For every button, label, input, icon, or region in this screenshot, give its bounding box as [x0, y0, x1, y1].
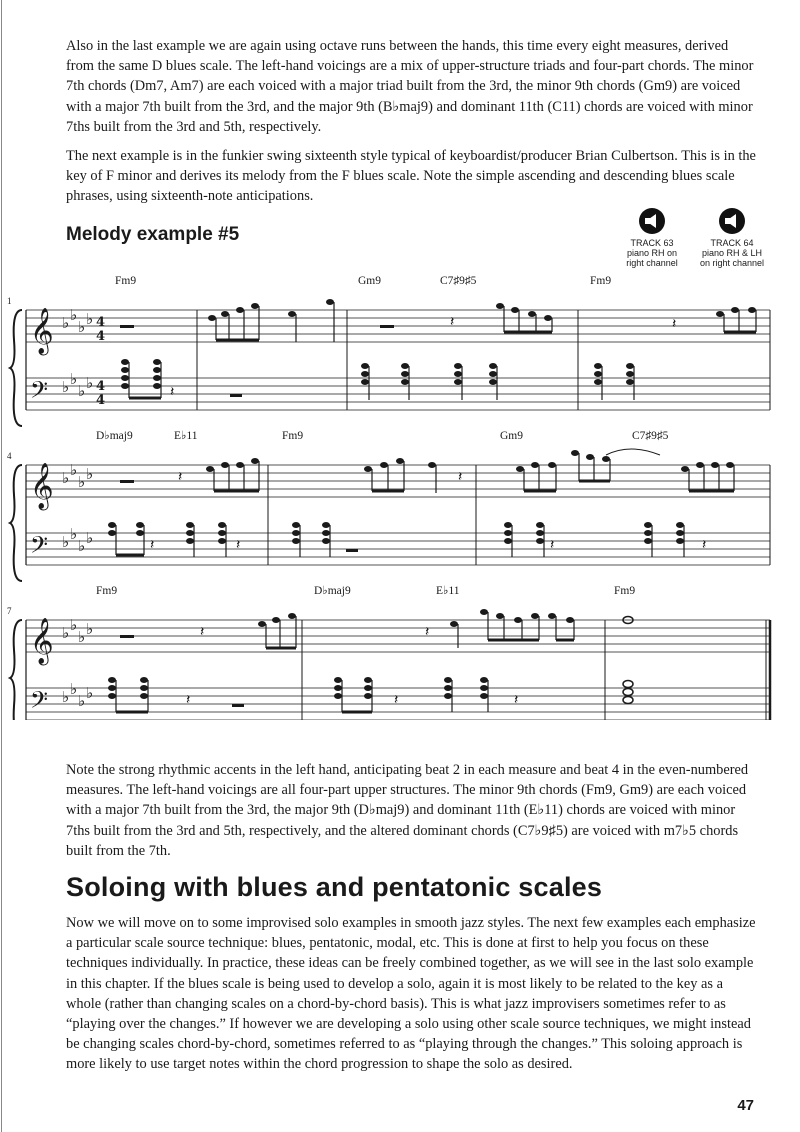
svg-text:♭: ♭	[78, 318, 86, 336]
svg-text:♭: ♭	[86, 465, 94, 483]
svg-text:♭: ♭	[62, 688, 70, 706]
svg-text:♭: ♭	[78, 382, 86, 400]
track-64-channel: on right channel	[699, 258, 765, 268]
svg-text:𝄽: 𝄽	[178, 469, 183, 485]
chord-symbol: Fm9	[115, 275, 137, 287]
svg-text:𝄽: 𝄽	[186, 692, 191, 708]
treble-clef-icon: 𝄞	[30, 618, 54, 664]
svg-text:𝄽: 𝄽	[672, 316, 677, 332]
example-title: Melody example #5	[66, 224, 240, 245]
track-64-audio[interactable]	[697, 208, 767, 268]
svg-text:4: 4	[96, 379, 106, 394]
svg-text:4: 4	[96, 315, 106, 330]
track-64-desc: piano RH & LH	[701, 248, 763, 258]
score-system-1	[7, 275, 770, 426]
svg-text:♭: ♭	[62, 624, 70, 642]
measure-number: 7	[7, 606, 12, 616]
treble-clef-icon: 𝄞	[30, 463, 54, 509]
chord-symbol: C7♯9♯5	[632, 430, 669, 442]
svg-text:♭: ♭	[70, 525, 78, 543]
svg-text:𝄽: 𝄽	[514, 692, 519, 708]
svg-text:♭: ♭	[78, 537, 86, 555]
bass-clef-icon: 𝄢	[30, 686, 49, 719]
measure-number: 1	[7, 296, 12, 306]
page-number: 47	[737, 1097, 754, 1114]
svg-text:4: 4	[96, 393, 106, 408]
svg-text:𝄽: 𝄽	[200, 624, 205, 640]
chord-symbol: Fm9	[590, 275, 612, 287]
svg-text:♭: ♭	[78, 628, 86, 646]
svg-text:𝄽: 𝄽	[170, 384, 175, 400]
chord-symbol: E♭11	[174, 430, 198, 442]
track-63-channel: right channel	[626, 258, 678, 268]
score-system-3	[7, 585, 770, 720]
bass-clef-icon: 𝄢	[30, 376, 49, 409]
svg-text:𝄽: 𝄽	[450, 314, 455, 330]
svg-text:4: 4	[96, 329, 106, 344]
svg-text:♭: ♭	[86, 620, 94, 638]
svg-text:♭: ♭	[62, 314, 70, 332]
section-paragraph: Now we will move on to some improvised solo examples in smooth jazz styles. The next few examples each emphasize a particular scale source technique: blues, pentatonic, modal, etc. This is done at first to help you focus on these techniques individually. In practice, these ideas can be freely combined together, as we will see in the last solo example in this chapter. If the blues scale is being used to develop a solo, again it is most likely to be related to the key as a whole (rather than changing scales on a chord-by-chord basis). This is what jazz improvisers sometimes refer to as “playing over the changes.” If however we are developing a solo using other scale source techniques, we might instead be changing scales chord-by-chord, sometimes referred to as “playing through the changes.” This soloing approach is more likely to use target notes within the chord progression to shape the solo as desired.	[66, 915, 756, 1073]
intro-paragraph-2: The next example is in the funkier swing sixteenth style typical of keyboardist/producer Brian Culbertson. This is in the key of F minor and derives its melody from the F blues scale. Note the simple ascending and descending blues scale phrases, using sixteenth-note anticipations.	[66, 148, 756, 205]
svg-text:𝄽: 𝄽	[150, 537, 155, 553]
svg-text:♭: ♭	[86, 310, 94, 328]
svg-text:♭: ♭	[70, 680, 78, 698]
section-title: Soloing with blues and pentatonic scales	[66, 872, 603, 902]
chord-symbol: Fm9	[614, 585, 636, 597]
chord-symbol: D♭maj9	[314, 585, 351, 597]
svg-text:𝄽: 𝄽	[394, 692, 399, 708]
measure-number: 4	[7, 451, 12, 461]
chord-symbol: D♭maj9	[96, 430, 133, 442]
treble-clef-icon: 𝄞	[30, 308, 54, 354]
chord-symbol: Fm9	[96, 585, 118, 597]
bass-clef-icon: 𝄢	[30, 531, 49, 564]
speaker-icon	[719, 208, 745, 234]
svg-text:♭: ♭	[78, 692, 86, 710]
track-64-number: TRACK 64	[710, 238, 754, 248]
svg-text:♭: ♭	[86, 684, 94, 702]
svg-text:♭: ♭	[62, 469, 70, 487]
chord-symbol: E♭11	[436, 585, 460, 597]
svg-text:♭: ♭	[62, 378, 70, 396]
track-63-audio[interactable]	[617, 208, 687, 268]
svg-text:𝄽: 𝄽	[236, 537, 241, 553]
track-63-number: TRACK 63	[630, 238, 674, 248]
score-system-2	[7, 430, 770, 581]
svg-text:𝄽: 𝄽	[702, 537, 707, 553]
svg-text:𝄽: 𝄽	[458, 469, 463, 485]
svg-text:♭: ♭	[86, 529, 94, 547]
svg-text:𝄽: 𝄽	[550, 537, 555, 553]
svg-text:♭: ♭	[78, 473, 86, 491]
chord-symbol: Gm9	[500, 430, 523, 442]
svg-text:♭: ♭	[86, 374, 94, 392]
svg-text:♭: ♭	[70, 370, 78, 388]
svg-text:♭: ♭	[70, 306, 78, 324]
analysis-paragraph: Note the strong rhythmic accents in the left hand, anticipating beat 2 in each measure and beat 4 in the even-numbered measures. The left-hand voicings are all four-part upper structures. The minor 9th chords (Fm9, Gm9) are each voiced with a major 7th built from the 3rd, the major 9th (D♭maj9) and dominant 11th (E♭11) chords are voiced with minor 7ths built from the 3rd and 5th, respectively, and the altered dominant chords (C7♭9♯5) are voiced with m7♭5 chords built from the 7th.	[66, 762, 749, 859]
svg-text:♭: ♭	[70, 616, 78, 634]
music-score	[0, 270, 800, 720]
chord-symbol: Fm9	[282, 430, 304, 442]
chord-symbol: C7♯9♯5	[440, 275, 477, 287]
intro-paragraph-1: Also in the last example we are again using octave runs between the hands, this time every eight measures, derived from the same D blues scale. The left-hand voicings are a mix of upper-structure triads and four-part chords. The minor 7th chords (Dm7, Am7) are each voiced with a major triad built from the 3rd, the minor 9th chords (Gm9) are voiced with a major 7th built from the 3rd, and the major 9th (B♭maj9) and dominant 11th (C11) chords are voiced with minor 7ths built from the 3rd and 5th, respectively.	[66, 38, 754, 135]
track-63-desc: piano RH on	[626, 248, 678, 258]
svg-text:𝄽: 𝄽	[425, 624, 430, 640]
speaker-icon	[639, 208, 665, 234]
svg-text:♭: ♭	[70, 461, 78, 479]
svg-text:♭: ♭	[62, 533, 70, 551]
chord-symbol: Gm9	[358, 275, 381, 287]
